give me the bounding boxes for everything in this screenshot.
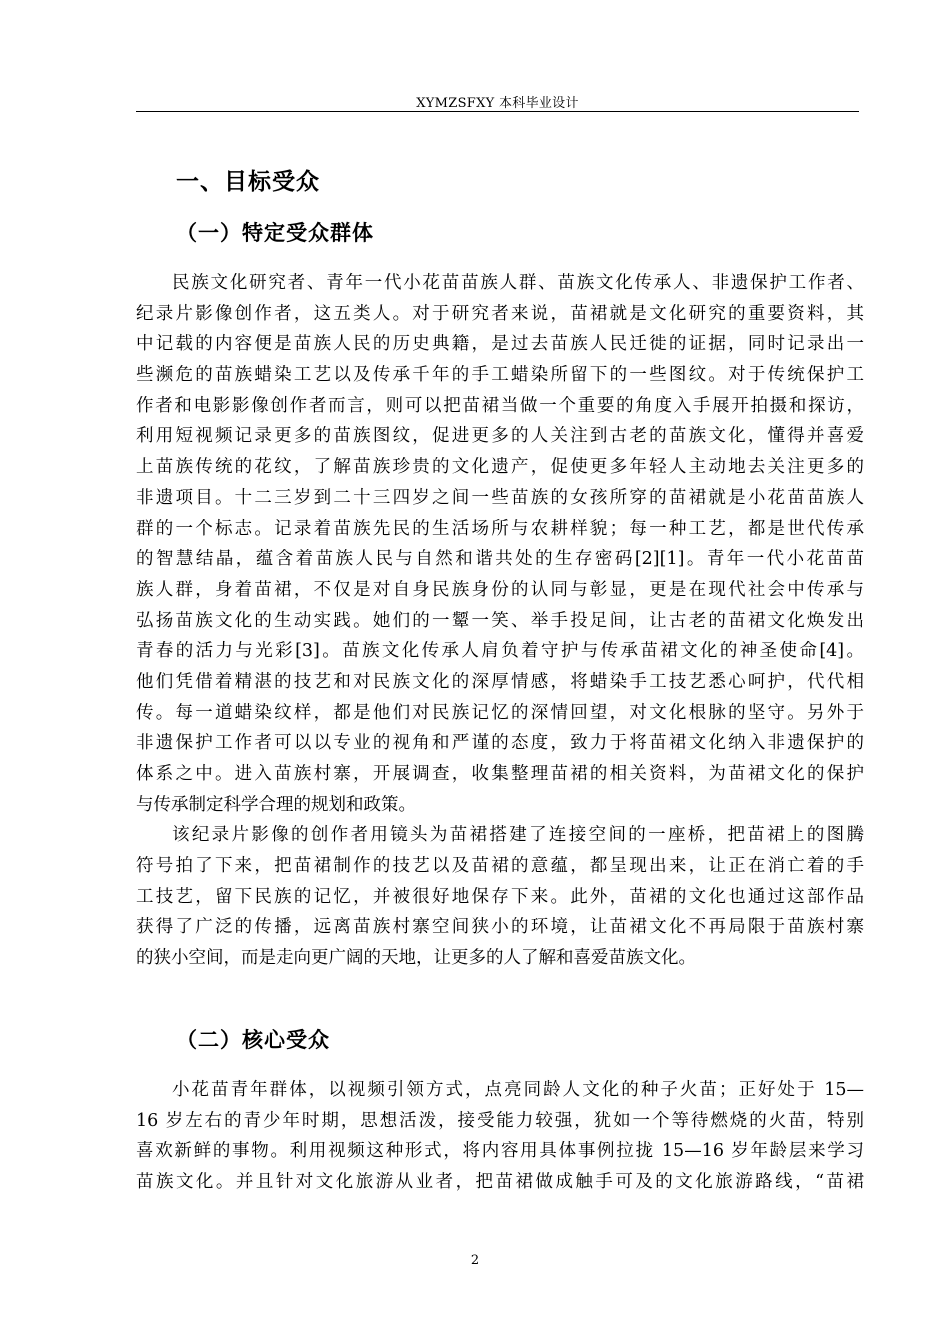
- paragraph-line: 非遗项目。十二三岁到二十三四岁之间一些苗族的女孩所穿的苗裙就是小花苗苗族人: [136, 487, 864, 508]
- paragraph-line: 体系之中。进入苗族村寨，开展调查，收集整理苗裙的相关资料，为苗裙文化的保护: [136, 764, 864, 784]
- paragraph-line: 传。每一道蜡染纹样，都是他们对民族记忆的深情回望，对文化根脉的坚守。另外于: [136, 702, 864, 723]
- paragraph-line: 族人群，身着苗裙，不仅是对自身民族身份的认同与彰显，更是在现代社会中传承与: [136, 579, 864, 600]
- paragraph-line: 的狭小空间，而是走向更广阔的天地，让更多的人了解和喜爱苗族文化。: [136, 948, 696, 969]
- paragraph-line: 符号拍了下来，把苗裙制作的技艺以及苗裙的意蕴，都呈现出来，让正在消亡着的手: [136, 856, 864, 877]
- section-body-specific-audience: [136, 268, 864, 974]
- paragraph-line: 与传承制定科学合理的规划和政策。: [136, 794, 416, 815]
- paragraph-line: 作者和电影影像创作者而言，则可以把苗裙当做一个重要的角度入手展开拍摄和探访，: [136, 395, 864, 416]
- paragraph-line: 中记载的内容便是苗族人民的历史典籍，是过去苗族人民迁徙的证据，同时记录出一: [136, 334, 864, 355]
- section-heading-core-audience: （二）核心受众: [176, 1028, 330, 1052]
- paragraph-line: 青春的活力与光彩[3]。苗族文化传承人肩负着守护与传承苗裙文化的神圣使命[4]。: [136, 641, 864, 662]
- paragraph-line: 上苗族传统的花纹，了解苗族珍贵的文化遗产，促使更多年轻人主动地去关注更多的: [136, 457, 864, 478]
- header-divider: [136, 111, 859, 112]
- paragraph-line: 16 岁左右的青少年时期，思想活泼，接受能力较强，犹如一个等待燃烧的火苗，特别: [136, 1110, 864, 1131]
- paragraph-line: 纪录片影像创作者，这五类人。对于研究者来说，苗裙就是文化研究的重要资料，其: [136, 303, 864, 324]
- paragraph-line: 些濒危的苗族蜡染工艺以及传承千年的手工蜡染所留下的一些图纹。对于传统保护工: [136, 365, 864, 386]
- paragraph-line: 群的一个标志。记录着苗族先民的生活场所与农耕样貌；每一种工艺，都是世代传承: [136, 518, 864, 539]
- section-body-core-audience: [136, 1075, 864, 1198]
- paragraph-line: 民族文化研究者、青年一代小花苗苗族人群、苗族文化传承人、非遗保护工作者、: [172, 273, 864, 293]
- paragraph-line: 苗族文化。并且针对文化旅游从业者，把苗裙做成触手可及的文化旅游路线，“苗裙: [136, 1172, 864, 1193]
- paragraph-line: 非遗保护工作者可以以专业的视角和严谨的态度，致力于将苗裙文化纳入非遗保护的: [136, 733, 864, 754]
- paragraph-line: 获得了广泛的传播，远离苗族村寨空间狭小的环境，让苗裙文化不再局限于苗族村寨: [136, 917, 864, 938]
- paragraph-line: 他们凭借着精湛的技艺和对民族文化的深厚情感，将蜡染手工技艺悉心呵护，代代相: [136, 671, 864, 692]
- paragraph-line: 的智慧结晶，蕴含着苗族人民与自然和谐共处的生存密码[2][1]。青年一代小花苗苗: [136, 549, 864, 570]
- paragraph-line: 小花苗青年群体，以视频引领方式，点亮同龄人文化的种子火苗；正好处于 15—: [172, 1080, 864, 1100]
- section-heading-specific-audience: （一）特定受众群体: [176, 221, 374, 245]
- paragraph-line: 利用短视频记录更多的苗族图纹，促进更多的人关注到古老的苗族文化，懂得并喜爱: [136, 426, 864, 447]
- running-header: XYMZSFXY 本科毕业设计: [416, 96, 579, 111]
- paragraph-line: 工技艺，留下民族的记忆，并被很好地保存下来。此外，苗裙的文化也通过这部作品: [136, 886, 864, 907]
- paragraph-line: 弘扬苗族文化的生动实践。她们的一颦一笑、举手投足间，让古老的苗裙文化焕发出: [136, 610, 864, 631]
- page-number: 2: [470, 1253, 480, 1268]
- paragraph-line: 该纪录片影像的创作者用镜头为苗裙搭建了连接空间的一座桥，把苗裙上的图腾: [172, 825, 864, 846]
- chapter-heading: 一、目标受众: [176, 169, 320, 195]
- paragraph-line: 喜欢新鲜的事物。利用视频这种形式，将内容用具体事例拉拢 15—16 岁年龄层来学习: [136, 1141, 864, 1162]
